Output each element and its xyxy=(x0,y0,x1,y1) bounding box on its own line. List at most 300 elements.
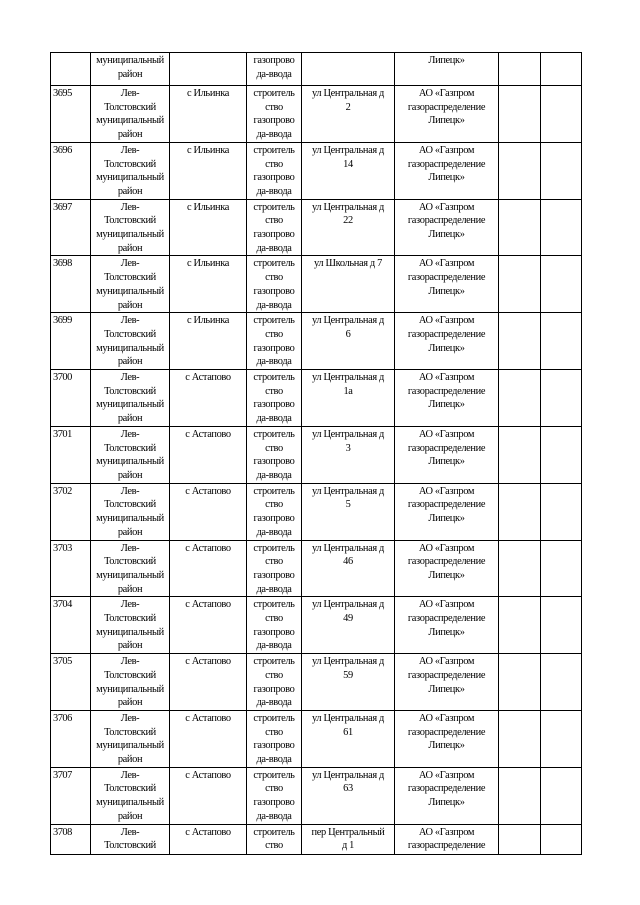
table-row xyxy=(51,767,582,824)
cell-line: да-ввода xyxy=(256,469,292,481)
cell-line: Толстовский xyxy=(104,613,156,625)
empty-cell xyxy=(541,53,582,86)
settlement-cell xyxy=(170,370,247,427)
cell-text: с Астапово xyxy=(185,826,231,838)
table-row xyxy=(51,370,582,427)
table-row xyxy=(51,199,582,256)
table-row xyxy=(51,597,582,654)
cell-line: да-ввода xyxy=(256,810,292,822)
cell-line: ул Центральная д xyxy=(312,542,384,554)
cell-line: Лев- xyxy=(120,428,140,440)
empty-cell xyxy=(541,370,582,427)
district-cell xyxy=(91,426,170,483)
cell-line: 22 xyxy=(343,215,353,227)
cell-line: АО «Газпром xyxy=(418,88,475,99)
cell-line: строитель xyxy=(253,542,295,554)
cell-line: газораспределение xyxy=(407,669,486,681)
cell-line: 14 xyxy=(343,158,353,170)
cell-line: газораспределение xyxy=(407,272,486,284)
cell-line: муниципальный xyxy=(96,229,164,241)
cell-line: ство xyxy=(265,215,283,227)
empty-cell xyxy=(499,199,541,256)
cell-line: район xyxy=(117,583,143,595)
cell-line: строитель xyxy=(253,315,295,327)
cell-line: Толстовский xyxy=(104,385,156,397)
table-row xyxy=(51,142,582,199)
cell-line: Толстовский xyxy=(104,783,156,795)
cell-line: АО «Газпром xyxy=(418,599,475,611)
cell-line: Толстовский xyxy=(104,158,156,170)
cell-line: Толстовский xyxy=(104,442,156,454)
owner-cell xyxy=(395,824,499,854)
address-cell xyxy=(302,710,395,767)
cell-line: муниципальный xyxy=(96,456,164,468)
cell-text: 3695 xyxy=(53,88,72,99)
empty-cell xyxy=(499,767,541,824)
cell-line: газопрово xyxy=(253,683,295,695)
row-number-cell xyxy=(51,710,91,767)
row-number-cell xyxy=(51,426,91,483)
cell-line: газопрово xyxy=(253,626,295,638)
cell-line: газопрово xyxy=(253,229,295,241)
cell-line: ул Центральная д xyxy=(312,599,384,611)
settlement-cell xyxy=(170,654,247,711)
cell-line: 5 xyxy=(345,499,351,511)
work-type-cell xyxy=(247,142,302,199)
address-cell xyxy=(302,654,395,711)
empty-cell xyxy=(541,426,582,483)
work-type-cell xyxy=(247,313,302,370)
empty-cell xyxy=(541,767,582,824)
district-cell xyxy=(91,597,170,654)
cell-line: Толстовский xyxy=(104,101,156,113)
address-cell xyxy=(302,540,395,597)
cell-line: ул Центральная д xyxy=(312,769,384,781)
cell-line: Лев- xyxy=(120,542,140,554)
cell-line: район xyxy=(117,754,143,766)
cell-line: строитель xyxy=(253,144,295,156)
work-type-cell xyxy=(247,86,302,143)
cell-text: с Астапово xyxy=(185,485,231,497)
cell-line: район xyxy=(117,185,143,197)
empty-cell xyxy=(499,86,541,143)
row-number-cell xyxy=(51,199,91,256)
cell-line: Липецк» xyxy=(428,172,465,184)
settlement-cell xyxy=(170,824,247,854)
cell-line: Лев- xyxy=(120,769,140,781)
cell-line: 49 xyxy=(343,613,353,625)
cell-text: с Ильинка xyxy=(186,144,230,156)
cell-line: Лев- xyxy=(120,372,140,384)
cell-line: ул Центральная д xyxy=(312,201,384,213)
cell-text: 3697 xyxy=(53,201,72,213)
owner-cell xyxy=(395,426,499,483)
cell-line: газопрово xyxy=(253,456,295,468)
cell-line: АО «Газпром xyxy=(418,258,475,270)
cell-line: строитель xyxy=(253,826,295,838)
cell-line: Липецк» xyxy=(428,683,465,695)
cell-line: газопрово xyxy=(253,285,295,297)
work-type-cell xyxy=(247,654,302,711)
cell-line: Толстовский xyxy=(104,840,156,852)
row-number-cell xyxy=(51,654,91,711)
cell-text: 3706 xyxy=(53,712,72,724)
table-body xyxy=(51,53,582,855)
district-cell xyxy=(91,654,170,711)
cell-line: строитель xyxy=(253,485,295,497)
owner-cell xyxy=(395,86,499,143)
cell-line: муниципальный xyxy=(96,399,164,411)
cell-line: да-ввода xyxy=(256,640,292,652)
cell-line: да-ввода xyxy=(256,185,292,197)
cell-line: ул Центральная д xyxy=(312,88,384,99)
cell-line: ство xyxy=(265,613,283,625)
cell-line: Толстовский xyxy=(104,499,156,511)
district-cell xyxy=(91,313,170,370)
table-row xyxy=(51,483,582,540)
cell-line: строитель xyxy=(253,599,295,611)
row-number-cell xyxy=(51,540,91,597)
cell-line: район xyxy=(117,413,143,425)
cell-text: 3696 xyxy=(53,144,72,156)
cell-line: 1а xyxy=(343,385,353,397)
cell-line: строитель xyxy=(253,428,295,440)
cell-line: газопрово xyxy=(253,55,295,66)
cell-line: Лев- xyxy=(120,712,140,724)
cell-line: АО «Газпром xyxy=(418,315,475,327)
table-row xyxy=(51,710,582,767)
row-number-cell xyxy=(51,824,91,854)
cell-line: д 1 xyxy=(341,840,355,852)
row-number-cell xyxy=(51,53,91,86)
cell-line: муниципальный xyxy=(96,172,164,184)
cell-line: Лев- xyxy=(120,826,140,838)
cell-line: газораспределение xyxy=(407,840,486,852)
empty-cell xyxy=(541,483,582,540)
cell-line: АО «Газпром xyxy=(418,144,475,156)
settlement-cell xyxy=(170,483,247,540)
cell-line: 46 xyxy=(343,556,353,568)
owner-cell xyxy=(395,142,499,199)
district-cell xyxy=(91,483,170,540)
address-cell xyxy=(302,483,395,540)
cell-text: 3701 xyxy=(53,428,72,440)
settlement-cell xyxy=(170,86,247,143)
cell-line: газораспределение xyxy=(407,556,486,568)
cell-line: Толстовский xyxy=(104,726,156,738)
row-number-cell xyxy=(51,142,91,199)
cell-line: Липецк» xyxy=(428,399,465,411)
owner-cell xyxy=(395,256,499,313)
cell-line: район xyxy=(117,469,143,481)
cell-line: Лев- xyxy=(120,144,140,156)
cell-line: газораспределение xyxy=(407,385,486,397)
cell-line: ул Центральная д xyxy=(312,428,384,440)
district-cell xyxy=(91,256,170,313)
district-cell xyxy=(91,53,170,86)
district-cell xyxy=(91,824,170,854)
address-cell xyxy=(302,597,395,654)
cell-line: Липецк» xyxy=(428,740,465,752)
cell-line: муниципальный xyxy=(96,626,164,638)
cell-line: район xyxy=(117,697,143,709)
cell-line: строитель xyxy=(253,712,295,724)
empty-cell xyxy=(499,142,541,199)
owner-cell xyxy=(395,540,499,597)
table-row xyxy=(51,654,582,711)
address-cell xyxy=(302,199,395,256)
cell-line: газораспределение xyxy=(407,442,486,454)
cell-line: муниципальный xyxy=(96,55,164,66)
cell-text: 3700 xyxy=(53,372,72,384)
empty-cell xyxy=(541,313,582,370)
cell-line: Лев- xyxy=(120,315,140,327)
settlement-cell xyxy=(170,426,247,483)
table-row xyxy=(51,824,582,854)
cell-line: АО «Газпром xyxy=(418,485,475,497)
cell-line: строитель xyxy=(253,769,295,781)
empty-cell xyxy=(541,824,582,854)
cell-text: 3703 xyxy=(53,542,72,554)
empty-cell xyxy=(499,370,541,427)
cell-line: 3 xyxy=(345,442,351,454)
cell-line: газопрово xyxy=(253,740,295,752)
district-cell xyxy=(91,199,170,256)
cell-line: ул Центральная д xyxy=(312,656,384,668)
district-cell xyxy=(91,540,170,597)
district-cell xyxy=(91,710,170,767)
owner-cell xyxy=(395,199,499,256)
empty-cell xyxy=(541,710,582,767)
cell-line: район xyxy=(117,299,143,311)
empty-cell xyxy=(499,540,541,597)
cell-line: ул Центральная д xyxy=(312,315,384,327)
cell-line: 59 xyxy=(343,669,353,681)
cell-line: район xyxy=(117,356,143,368)
table-row xyxy=(51,313,582,370)
cell-line: Толстовский xyxy=(104,272,156,284)
cell-line: пер Центральный xyxy=(311,826,385,838)
cell-line: газопрово xyxy=(253,513,295,525)
cell-line: да-ввода xyxy=(256,299,292,311)
work-type-cell xyxy=(247,426,302,483)
cell-line: Липецк» xyxy=(428,55,465,66)
work-type-cell xyxy=(247,483,302,540)
settlement-cell xyxy=(170,540,247,597)
cell-line: Лев- xyxy=(120,485,140,497)
cell-line: да-ввода xyxy=(256,242,292,254)
cell-line: газораспределение xyxy=(407,726,486,738)
cell-line: муниципальный xyxy=(96,285,164,297)
cell-text: 3708 xyxy=(53,826,72,838)
cell-line: ул Центральная д xyxy=(312,144,384,156)
cell-line: да-ввода xyxy=(256,129,292,141)
cell-line: Толстовский xyxy=(104,328,156,340)
row-number-cell xyxy=(51,313,91,370)
district-cell xyxy=(91,370,170,427)
district-cell xyxy=(91,142,170,199)
empty-cell xyxy=(499,53,541,86)
cell-line: муниципальный xyxy=(96,683,164,695)
cell-text: 3704 xyxy=(53,599,72,611)
cell-line: ул Центральная д xyxy=(312,372,384,384)
cell-line: Толстовский xyxy=(104,215,156,227)
cell-line: АО «Газпром xyxy=(418,826,475,838)
cell-line: ство xyxy=(265,726,283,738)
cell-line: Липецк» xyxy=(428,115,465,127)
work-type-cell xyxy=(247,710,302,767)
cell-text: 3698 xyxy=(53,258,72,270)
cell-line: Толстовский xyxy=(104,556,156,568)
cell-line: АО «Газпром xyxy=(418,428,475,440)
cell-line: строитель xyxy=(253,201,295,213)
empty-cell xyxy=(499,483,541,540)
row-number-cell xyxy=(51,597,91,654)
cell-line: район xyxy=(117,526,143,538)
work-type-cell xyxy=(247,370,302,427)
cell-line: да-ввода xyxy=(256,697,292,709)
work-type-cell xyxy=(247,767,302,824)
cell-line: ул Центральная д xyxy=(312,712,384,724)
address-cell xyxy=(302,767,395,824)
cell-line: Лев- xyxy=(120,599,140,611)
cell-line: газораспределение xyxy=(407,158,486,170)
cell-line: АО «Газпром xyxy=(418,542,475,554)
cell-text: с Ильинка xyxy=(186,258,230,270)
cell-text: 3702 xyxy=(53,485,72,497)
owner-cell xyxy=(395,483,499,540)
cell-line: район xyxy=(117,129,143,141)
empty-cell xyxy=(541,654,582,711)
cell-line: да-ввода xyxy=(256,754,292,766)
settlement-cell xyxy=(170,767,247,824)
cell-line: Липецк» xyxy=(428,285,465,297)
cell-line: Липецк» xyxy=(428,513,465,525)
cell-line: 61 xyxy=(343,726,353,738)
empty-cell xyxy=(499,654,541,711)
cell-line: газопрово xyxy=(253,569,295,581)
cell-line: газопрово xyxy=(253,797,295,809)
cell-line: строитель xyxy=(253,258,295,270)
cell-line: газопрово xyxy=(253,399,295,411)
cell-line: строитель xyxy=(253,656,295,668)
cell-text: с Ильинка xyxy=(186,315,230,327)
empty-cell xyxy=(499,597,541,654)
cell-line: ство xyxy=(265,840,283,852)
district-cell xyxy=(91,86,170,143)
row-number-cell xyxy=(51,370,91,427)
cell-text: с Астапово xyxy=(185,656,231,668)
cell-line: да-ввода xyxy=(256,68,292,80)
cell-line: муниципальный xyxy=(96,513,164,525)
empty-cell xyxy=(541,256,582,313)
cell-line: АО «Газпром xyxy=(418,712,475,724)
cell-text: 3699 xyxy=(53,315,72,327)
cell-line: строитель xyxy=(253,372,295,384)
row-number-cell xyxy=(51,483,91,540)
gas-inlet-register-table xyxy=(50,52,582,855)
empty-cell xyxy=(499,256,541,313)
settlement-cell xyxy=(170,313,247,370)
owner-cell xyxy=(395,654,499,711)
owner-cell xyxy=(395,767,499,824)
cell-line: Лев- xyxy=(120,656,140,668)
address-cell xyxy=(302,86,395,143)
empty-cell xyxy=(541,597,582,654)
cell-line: 6 xyxy=(345,328,351,340)
cell-line: 63 xyxy=(343,783,353,795)
cell-line: газопрово xyxy=(253,115,295,127)
address-cell xyxy=(302,426,395,483)
address-cell xyxy=(302,142,395,199)
cell-text: с Астапово xyxy=(185,428,231,440)
work-type-cell xyxy=(247,540,302,597)
settlement-cell xyxy=(170,256,247,313)
cell-line: газораспределение xyxy=(407,613,486,625)
district-cell xyxy=(91,767,170,824)
work-type-cell xyxy=(247,53,302,86)
cell-line: ул Школьная д 7 xyxy=(314,258,382,270)
cell-line: Лев- xyxy=(120,88,140,99)
cell-text: с Астапово xyxy=(185,372,231,384)
cell-line: строитель xyxy=(253,88,295,99)
empty-cell xyxy=(499,710,541,767)
cell-line: ство xyxy=(265,556,283,568)
cell-line: да-ввода xyxy=(256,583,292,595)
cell-line: муниципальный xyxy=(96,569,164,581)
owner-cell xyxy=(395,53,499,86)
cell-line: газораспределение xyxy=(407,215,486,227)
cell-line: Липецк» xyxy=(428,797,465,809)
cell-line: Липецк» xyxy=(428,626,465,638)
settlement-cell xyxy=(170,597,247,654)
table-row xyxy=(51,426,582,483)
work-type-cell xyxy=(247,824,302,854)
cell-line: ство xyxy=(265,328,283,340)
cell-line: газораспределение xyxy=(407,783,486,795)
empty-cell xyxy=(541,142,582,199)
empty-cell xyxy=(541,199,582,256)
address-cell xyxy=(302,53,395,86)
cell-line: муниципальный xyxy=(96,115,164,127)
empty-cell xyxy=(499,313,541,370)
cell-text: с Ильинка xyxy=(186,201,230,213)
cell-text: с Астапово xyxy=(185,712,231,724)
cell-line: ство xyxy=(265,385,283,397)
cell-text: с Астапово xyxy=(185,599,231,611)
cell-line: Липецк» xyxy=(428,229,465,241)
row-number-cell xyxy=(51,86,91,143)
cell-line: 2 xyxy=(345,101,351,113)
work-type-cell xyxy=(247,199,302,256)
cell-line: АО «Газпром xyxy=(418,656,475,668)
empty-cell xyxy=(541,86,582,143)
settlement-cell xyxy=(170,710,247,767)
cell-line: газораспределение xyxy=(407,328,486,340)
cell-line: да-ввода xyxy=(256,413,292,425)
cell-line: район xyxy=(117,810,143,822)
cell-line: да-ввода xyxy=(256,356,292,368)
row-number-cell xyxy=(51,256,91,313)
empty-cell xyxy=(541,540,582,597)
cell-text: 3705 xyxy=(53,656,72,668)
cell-text: с Астапово xyxy=(185,542,231,554)
settlement-cell xyxy=(170,53,247,86)
cell-line: муниципальный xyxy=(96,342,164,354)
address-cell xyxy=(302,256,395,313)
cell-line: ство xyxy=(265,783,283,795)
address-cell xyxy=(302,824,395,854)
